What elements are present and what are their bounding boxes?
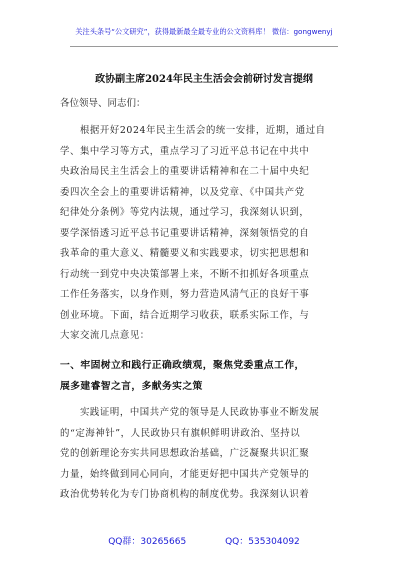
salutation: 各位领导、同志们： [60,98,146,109]
heading-line: 一、牢固树立和践行正确政绩观，聚焦党委重点工作， [60,360,305,371]
paragraph-line: 纪律处分条例》等党内法规，通过学习，我深刻认识到， [60,207,310,218]
paragraph-line: 创业环境。下面，结合近期学习收获，联系实际工作，与 [60,309,310,321]
paragraph-line: 力量，始终做到同心同向，才能更好把中国共产党领导的 [60,468,310,480]
paragraph-line: 学、集中学习等方式，重点学习了习近平总书记在中共中 [60,145,310,157]
paragraph-line: 要学深悟透习近平总书记重要讲话精神，深刻领悟党的自 [60,227,310,239]
paragraph-line: 的“定海神针”，人民政协只有旗帜鲜明讲政治、坚持以 [60,427,301,439]
footer-contact [0,534,408,547]
paragraph-line: 工作任务落实，以身作则，努力营造风清气正的良好干事 [60,289,310,300]
paragraph-1 [60,121,360,347]
header-divider [70,46,338,47]
header-banner: 关注头条号“公文研究”，获得最新最全最专业的公文资料库！ 微信：gongwenyj [75,27,333,36]
paragraph-2 [60,403,360,506]
paragraph-line: 我革命的重大意义、精髓要义和实践要求，切实把思想和 [60,248,310,259]
paragraph-line: 实践证明，中国共产党的领导是人民政协事业不断发展 [60,407,320,418]
paragraph-line: 委四次全会上的重要讲话精神，以及党章、《中国共产党 [60,186,305,198]
paragraph-line: 根据开好2024年民主生活会的统一安排，近期，通过自 [60,125,326,136]
document-title: 政协副主席2024年民主生活会会前研讨发言提纲 [95,74,313,85]
footer-qq-group: QQ群：30265665 [108,537,187,547]
paragraph-line: 政治优势转化为专门协商机构的制度优势。我深刻认识着 [60,489,310,500]
paragraph-line: 行动统一到党中央决策部署上来，不断不扣抓好各项重点 [60,268,310,280]
paragraph-line: 党的创新理论夯实共同思想政治基础，广泛凝聚共识汇聚 [60,448,310,459]
heading-line: 展多建睿智之言，多献务实之策 [60,381,203,392]
footer-qq: QQ：535304092 [225,537,300,547]
section-heading-1 [60,355,360,397]
paragraph-line: 大家交流几点意见： [60,330,150,341]
paragraph-line: 央政治局民主生活会上的重要讲话精神和在二十届中央纪 [60,166,310,177]
